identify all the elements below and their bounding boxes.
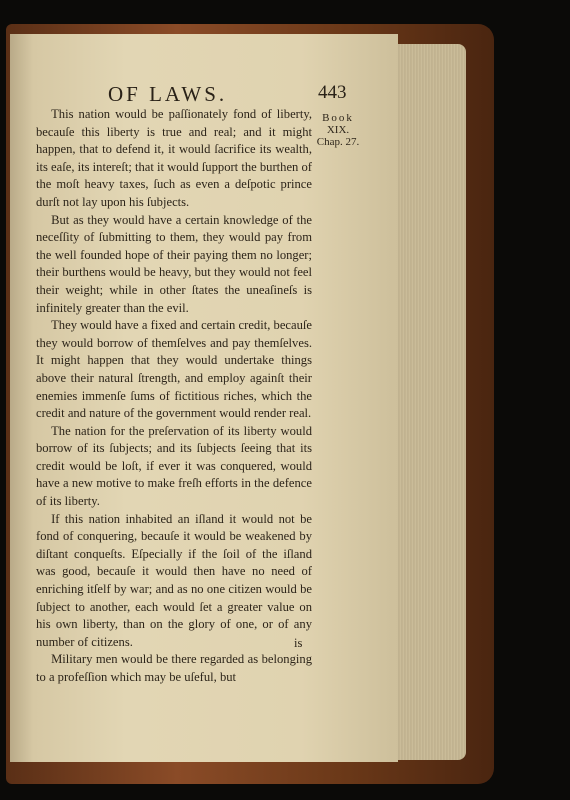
running-head: OF LAWS.	[108, 82, 228, 106]
margin-note	[312, 112, 364, 148]
paragraph: If this nation inhabited an iſland it would not be fond of conquering, becauſe it would be weakened by diſtant conqueſts. Eſpecially if the ſoil of the iſland was good, becauſe it would then have no need of enriching itſelf by war; and as no one citizen would be ſubject to another, each would ſet a greater value on his own liberty, than on the glory of one, or of any number of citizens.	[36, 511, 312, 649]
page-edges	[396, 44, 466, 760]
margin-chapter: Chap. 27.	[316, 136, 360, 148]
paragraph: The nation for the preſervation of its liberty would borrow of its ſubjects; and its ſubjects ſeeing that its credit would be loſt, if ever it was conquered, would have a new motive to make freſh efforts in the defence of its liberty.	[36, 423, 312, 509]
paragraph: They would have a fixed and certain credit, becauſe they would borrow of themſelves and pay themſelves. It might happen that they would undertake things above their natural ſtrength, and employ againſt their enemies immenſe ſums of fictitious riches, which the credit and nature of the government would render real.	[36, 318, 312, 421]
body-text	[36, 106, 312, 687]
paragraph: But as they would have a certain knowledge of the neceſſity of ſubmitting to them, they would pay from the well founded hope of their paying them no longer; their burthens would be heavy, but they would not feel their weight; while in other ſtates the uneaſineſs is infinitely greater than the evil.	[36, 212, 312, 315]
margin-book-label: Book	[322, 112, 354, 124]
page-header	[10, 82, 398, 108]
catchword: is	[294, 636, 303, 650]
paragraph: Military men would be there regarded as belonging to a profeſſion which may be uſeful, but	[36, 652, 312, 684]
page-number: 443	[318, 82, 347, 103]
paragraph: This nation would be paſſionately fond of liberty, becauſe this liberty is true and real; and it might happen, that to defend it, it would ſacrifice its wealth, its eaſe, its intereſt; that it would ſupport the burthen of the moſt heavy taxes, ſuch as even a deſpotic prince durſt not lay upon his ſubjects.	[36, 107, 312, 209]
margin-book-number: XIX.	[326, 124, 350, 136]
book-page	[10, 34, 398, 762]
